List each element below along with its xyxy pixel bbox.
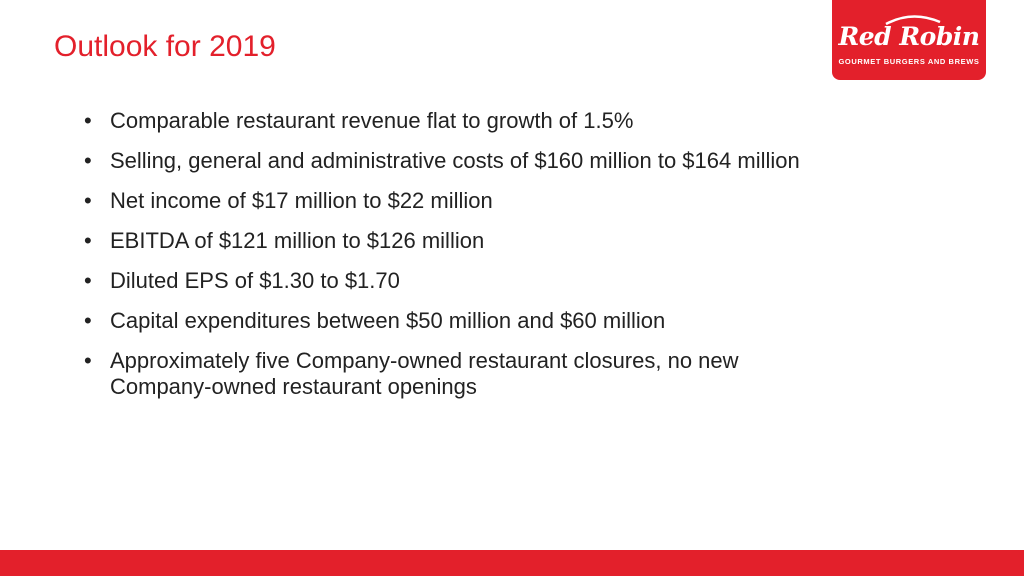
bullet-text: EBITDA of $121 million to $126 million (110, 228, 485, 253)
bullet-dot-icon: • (84, 228, 92, 253)
bullet-text: Capital expenditures between $50 million and $60 million (110, 308, 666, 333)
bullet-text: Selling, general and administrative costs of $160 million to $164 million (110, 148, 800, 173)
bullet-item (84, 148, 804, 174)
bullet-text: Comparable restaurant revenue flat to growth of 1.5% (110, 108, 634, 133)
bullet-dot-icon: • (84, 148, 92, 173)
footer-accent-bar (0, 550, 1024, 576)
bullet-dot-icon: • (84, 108, 92, 133)
bullet-item (84, 108, 804, 134)
bullet-item (84, 228, 804, 254)
bullet-dot-icon: • (84, 188, 92, 213)
bullet-item (84, 308, 804, 334)
bullet-dot-icon: • (84, 308, 92, 333)
outlook-bullet-list (84, 108, 804, 414)
bullet-dot-icon: • (84, 348, 92, 373)
slide-title: Outlook for 2019 (54, 30, 276, 63)
logo-wordmark: Red Robin (838, 22, 980, 51)
bullet-text: Net income of $17 million to $22 million (110, 188, 493, 213)
bullet-text: Diluted EPS of $1.30 to $1.70 (110, 268, 400, 293)
logo-tagline: GOURMET BURGERS AND BREWS (838, 57, 980, 66)
bullet-item (84, 268, 804, 294)
bullet-dot-icon: • (84, 268, 92, 293)
bullet-item (84, 348, 804, 400)
bullet-text: Approximately five Company-owned restaurant closures, no new Company-owned restaurant openings (110, 348, 739, 399)
red-robin-logo (832, 0, 986, 80)
bullet-item (84, 188, 804, 214)
